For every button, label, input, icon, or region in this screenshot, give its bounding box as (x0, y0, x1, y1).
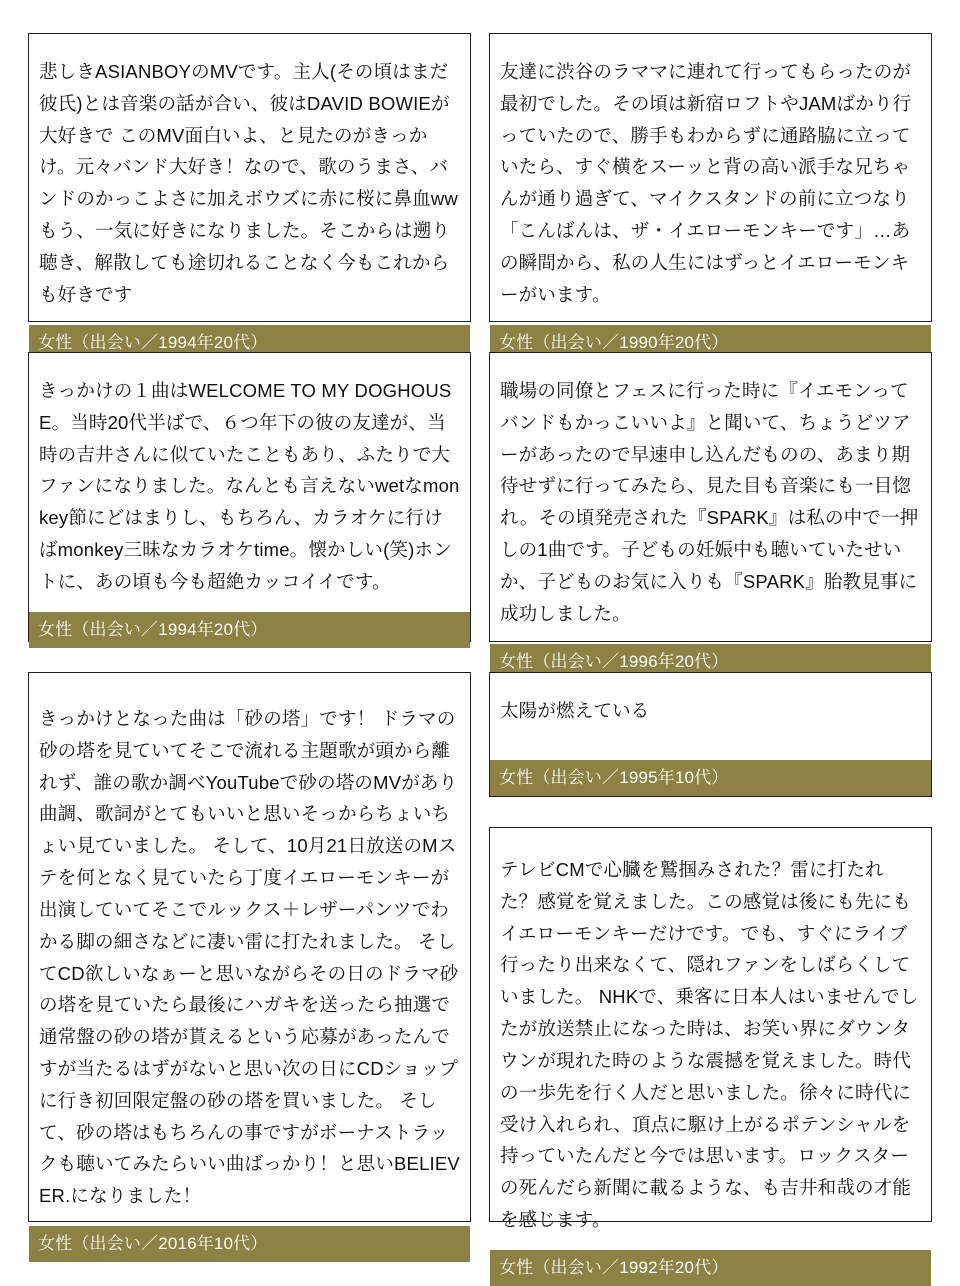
episode-meta-footer: 女性（出会い／1995年10代） (490, 760, 931, 796)
episode-body-text: きっかけの１曲はWELCOME TO MY DOGHOUSE。当時20代半ばで、６つ年下の彼の友達が、当時の吉井さんに似ていたこともあり、ふたりで大ファンになりました。なんとも言えないwetなmonkey節にどはまりし、もちろん、カラオケに行けばmonkey三昧なカラオケtime。懐かしい(笑)ホントに、あの頃も今も超絶カッコイイです。 (39, 380, 460, 592)
episode-card[interactable] (28, 672, 471, 1253)
episode-meta-footer: 女性（出会い／1992年20代） (490, 1250, 931, 1286)
episode-meta-footer: 女性（出会い／1990年20代） (490, 325, 931, 361)
episode-card[interactable] (28, 352, 471, 642)
episode-body-text: テレビCMで心臓を鷲掴みされた？雷に打たれた？感覚を覚えました。この感覚は後にも先にもイエローモンキーだけです。でも、すぐにライブ行ったり出来なくて、隠れファンをしばらくしていました。 NHKで、乗客に日本人はいませんでしたが放送禁止になった時は、お笑い界にダウンタウンが現れた時のような震撼を覚えました。時代の一歩先を行く人だと思いました。徐々に時代に受け入れられ、頂点に駆け上がるポテンシャルを持っていたんだと今では思います。ロックスターの死んだら新聞に載るような、も吉井和哉の才能を感じます。 (500, 859, 919, 1230)
episode-body-text: きっかけとなった曲は「砂の塔」です！ ドラマの砂の塔を見ていてそこで流れる主題歌が頭から離れず、誰の歌か調べYouTubeで砂の塔のMVがあり曲調、歌詞がとてもいいと思いそっからちょいちょい見ていました。 そして、10月21日放送のMステを何となく見ていたら丁度イエローモンキーが出演していてそこでルックス＋レザーパンツでわかる脚の細さなどに凄い雷に打たれました。 そしてCD欲しいなぁーと思いながらその日のドラマ砂の塔を見ていたら最後にハガキを送ったら抽選で通常盤の砂の塔が貰えるという応募があったんですが当たるはずがないと思い次の日にCDショップに行き初回限定盤の砂の塔を買いました。 そして、砂の塔はもちろんの事ですがボーナストラックも聴いてみたらいい曲ばっかり！と思いBELIEVER.になりました！ (39, 708, 460, 1207)
left-column (28, 33, 471, 1253)
episode-meta-footer: 女性（出会い／1994年20代） (29, 612, 470, 648)
episode-meta-footer: 女性（出会い／1994年20代） (29, 325, 470, 361)
episode-body-text: 職場の同僚とフェスに行った時に『イエモンってバンドもかっこいいよ』と聞いて、ちょうどツアーがあったので早速申し込んだものの、あまり期待せずに行ってみたら、見た目も音楽にも一目惚れ。その頃発売された『SPARK』は私の中で一押しの1曲です。子どもの妊娠中も聴いていたせいか、子どものお気に入りも『SPARK』胎教見事に成功しました。 (500, 380, 919, 624)
episode-card[interactable] (489, 33, 932, 352)
episode-body-text: 太陽が燃えている (500, 700, 650, 721)
episode-card[interactable] (489, 672, 932, 797)
episode-card[interactable] (489, 827, 932, 1277)
episode-body-text: 悲しきASIANBOYのMVです。主人(その頃はまだ彼氏)とは音楽の話が合い、彼はDAVID BOWIEが大好きで このMV面白いよ、と見たのがきっかけ。元々バンド大好き！なので、歌のうまさ、バンドのかっこよさに加えボウズに赤に桜に鼻血wwもう、一気に好きになりました。そこからは遡り聴き、解散しても途切れることなく今もこれからも好きです (39, 61, 458, 305)
episode-meta-footer: 女性（出会い／2016年10代） (29, 1226, 470, 1262)
episode-card[interactable] (489, 352, 932, 671)
episode-card[interactable] (28, 33, 471, 352)
episode-meta-footer: 女性（出会い／1996年20代） (490, 644, 931, 680)
right-column (489, 33, 932, 1277)
episode-body-text: 友達に渋谷のラママに連れて行ってもらったのが最初でした。その頃は新宿ロフトやJAMばかり行っていたので、勝手もわからずに通路脇に立っていたら、すぐ横をスーッと背の高い派手な兄ちゃんが通り過ぎて、マイクスタンドの前に立つなり「こんばんは、ザ・イエローモンキーです」…あの瞬間から、私の人生にはずっとイエローモンキーがいます。 (500, 61, 912, 305)
two-column-layout (28, 33, 932, 1277)
